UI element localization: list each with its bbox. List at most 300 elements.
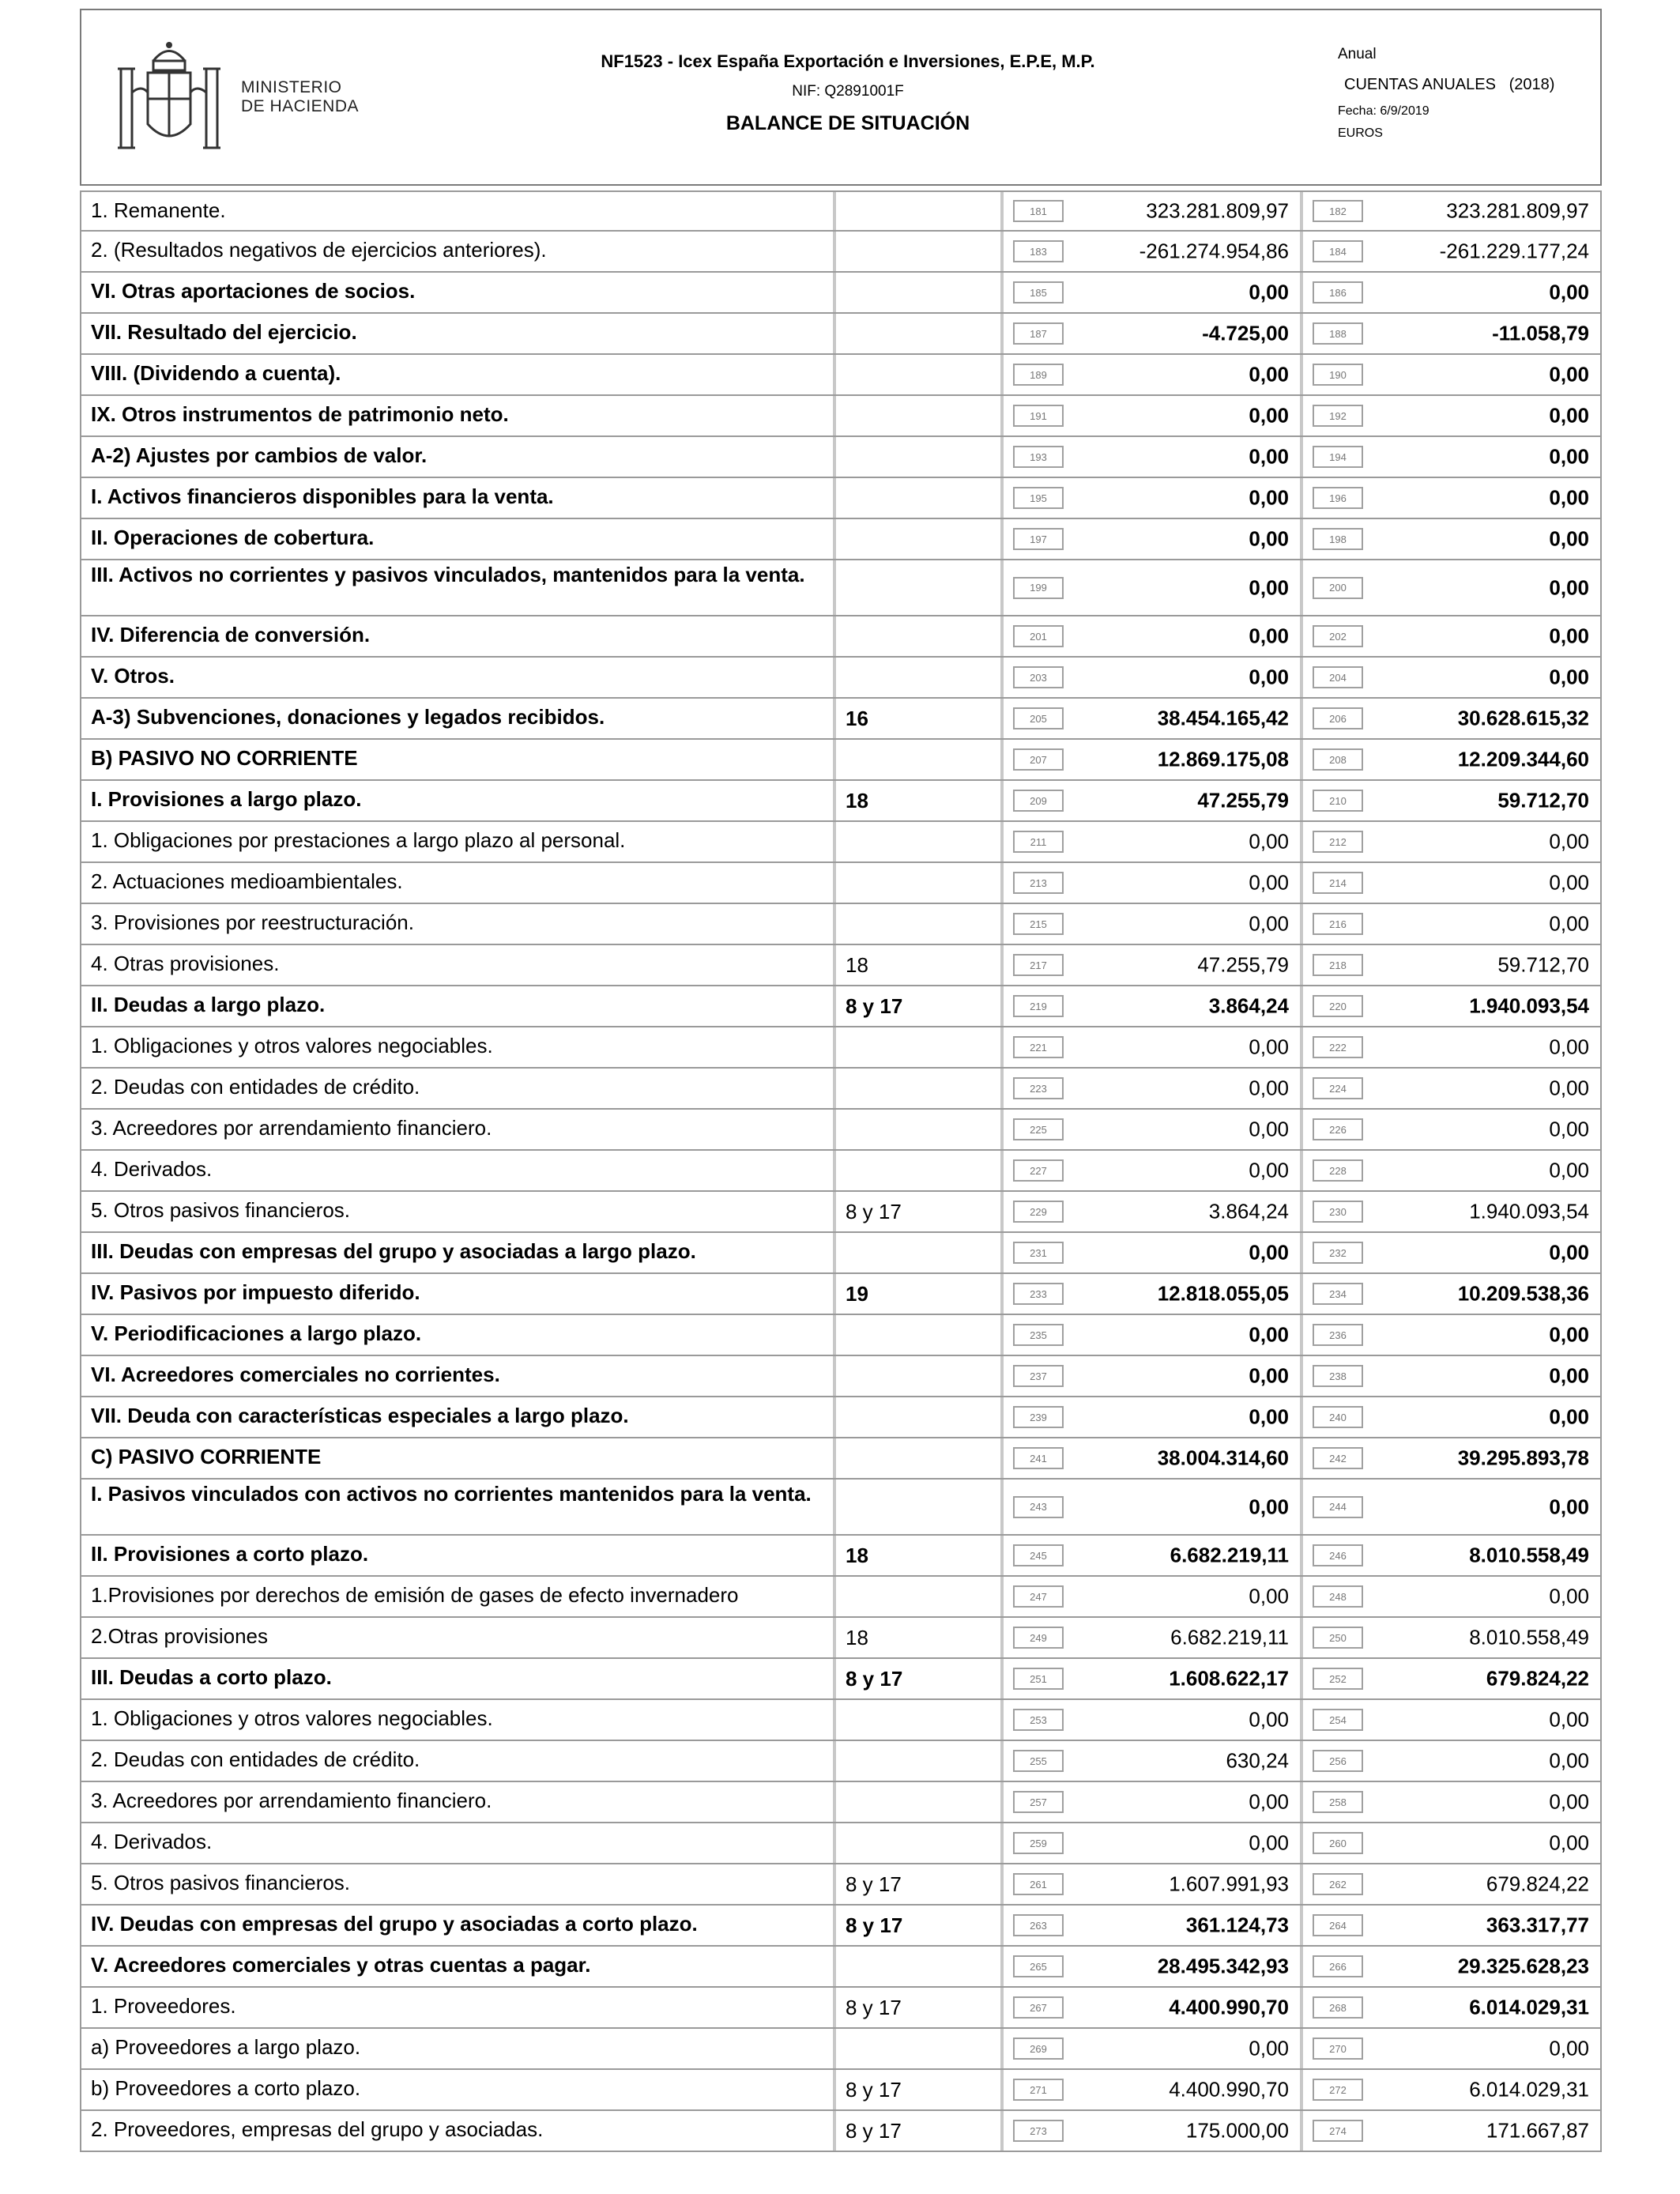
- row-note: 8 y 17: [833, 1192, 1004, 1231]
- previous-year-cell: [1303, 2029, 1602, 2068]
- previous-year-cell: [1303, 314, 1602, 353]
- row-label: VII. Deuda con características especiales a largo plazo.: [80, 1397, 833, 1437]
- row-note: [833, 437, 1004, 477]
- row-note: 8 y 17: [833, 986, 1004, 1026]
- previous-year-value: 29.325.628,23: [1457, 1954, 1589, 1978]
- previous-year-cell: [1303, 1906, 1602, 1945]
- previous-year-cell: [1303, 1700, 1602, 1740]
- row-label: III. Deudas a corto plazo.: [80, 1659, 833, 1698]
- previous-year-cell: [1303, 1069, 1602, 1108]
- current-year-cell: [1004, 822, 1303, 861]
- header-info: [1338, 45, 1599, 141]
- row-note: [833, 1782, 1004, 1822]
- table-row: [80, 1906, 1602, 1947]
- current-year-value: -261.274.954,86: [1139, 239, 1289, 263]
- current-year-value: -4.725,00: [1202, 321, 1289, 345]
- table-row: [80, 1782, 1602, 1823]
- previous-year-value: -11.058,79: [1492, 321, 1589, 345]
- previous-year-value: 0,00: [1549, 665, 1589, 689]
- current-year-cell: [1004, 1438, 1303, 1478]
- field-code: 253: [1013, 1709, 1064, 1731]
- current-year-cell: [1004, 396, 1303, 435]
- row-label: 1. Obligaciones y otros valores negociables.: [80, 1700, 833, 1740]
- field-code: 217: [1013, 954, 1064, 976]
- previous-year-value: 0,00: [1549, 280, 1589, 304]
- previous-year-value: 0,00: [1549, 362, 1589, 386]
- table-row: [80, 1577, 1602, 1618]
- previous-year-value: 0,00: [1549, 1240, 1589, 1265]
- current-year-cell: [1004, 699, 1303, 738]
- table-row: [80, 2029, 1602, 2070]
- row-label: III. Activos no corrientes y pasivos vinculados, mantenidos para la venta.: [80, 560, 833, 615]
- row-label: 2.Otras provisiones: [80, 1618, 833, 1657]
- row-label: IV. Pasivos por impuesto diferido.: [80, 1274, 833, 1314]
- field-code: 197: [1013, 528, 1064, 550]
- row-label: C) PASIVO CORRIENTE: [80, 1438, 833, 1478]
- current-year-cell: [1004, 863, 1303, 903]
- previous-year-value: 0,00: [1549, 1495, 1589, 1518]
- current-year-cell: [1004, 478, 1303, 518]
- previous-year-value: 0,00: [1549, 1322, 1589, 1347]
- field-code: 240: [1313, 1406, 1363, 1428]
- row-label: I. Activos financieros disponibles para la venta.: [80, 478, 833, 518]
- row-label: VI. Otras aportaciones de socios.: [80, 273, 833, 312]
- field-code: 251: [1013, 1668, 1064, 1690]
- field-code: 261: [1013, 1873, 1064, 1895]
- previous-year-cell: [1303, 2111, 1602, 2151]
- previous-year-value: 0,00: [1549, 1748, 1589, 1773]
- field-code: 206: [1313, 707, 1363, 729]
- table-row: [80, 1438, 1602, 1480]
- field-code: 241: [1013, 1447, 1064, 1469]
- row-note: [833, 616, 1004, 656]
- table-row: [80, 1700, 1602, 1741]
- previous-year-cell: [1303, 1192, 1602, 1231]
- field-code: 247: [1013, 1585, 1064, 1608]
- current-year-cell: [1004, 1864, 1303, 1904]
- current-year-cell: [1004, 1480, 1303, 1534]
- field-code: 232: [1313, 1242, 1363, 1264]
- row-label: IV. Diferencia de conversión.: [80, 616, 833, 656]
- field-code: 223: [1013, 1077, 1064, 1099]
- field-code: 216: [1313, 913, 1363, 935]
- row-label: A-2) Ajustes por cambios de valor.: [80, 437, 833, 477]
- previous-year-cell: [1303, 1536, 1602, 1575]
- current-year-cell: [1004, 1947, 1303, 1986]
- row-label: A-3) Subvenciones, donaciones y legados recibidos.: [80, 699, 833, 738]
- table-row: [80, 1480, 1602, 1536]
- row-label: 1. Remanente.: [80, 192, 833, 230]
- row-label: 3. Acreedores por arrendamiento financiero.: [80, 1110, 833, 1149]
- table-row: [80, 560, 1602, 616]
- current-year-value: 47.255,79: [1197, 952, 1289, 977]
- current-year-cell: [1004, 658, 1303, 697]
- row-label: 2. (Resultados negativos de ejercicios anteriores).: [80, 232, 833, 271]
- field-code: 245: [1013, 1544, 1064, 1566]
- current-year-cell: [1004, 1700, 1303, 1740]
- row-note: [833, 478, 1004, 518]
- field-code: 238: [1313, 1365, 1363, 1387]
- previous-year-value: 1.940.093,54: [1469, 993, 1589, 1018]
- field-code: 246: [1313, 1544, 1363, 1566]
- current-year-value: 323.281.809,97: [1146, 198, 1289, 223]
- current-year-cell: [1004, 355, 1303, 394]
- row-label: VI. Acreedores comerciales no corrientes.: [80, 1356, 833, 1396]
- current-year-value: 0,00: [1249, 1240, 1289, 1265]
- field-code: 211: [1013, 831, 1064, 853]
- field-code: 204: [1313, 666, 1363, 688]
- row-label: 1.Provisiones por derechos de emisión de gases de efecto invernadero: [80, 1577, 833, 1616]
- row-note: 8 y 17: [833, 2070, 1004, 2109]
- row-note: [833, 1356, 1004, 1396]
- current-year-value: 4.400.990,70: [1169, 1995, 1289, 2019]
- previous-year-cell: [1303, 945, 1602, 985]
- current-year-value: 6.682.219,11: [1170, 1625, 1289, 1649]
- current-year-value: 0,00: [1249, 1789, 1289, 1814]
- field-code: 227: [1013, 1159, 1064, 1182]
- previous-year-value: 0,00: [1549, 485, 1589, 510]
- row-label: 3. Provisiones por reestructuración.: [80, 904, 833, 944]
- field-code: 269: [1013, 2038, 1064, 2060]
- previous-year-cell: [1303, 1947, 1602, 1986]
- previous-year-cell: [1303, 1659, 1602, 1698]
- current-year-value: 0,00: [1249, 1404, 1289, 1429]
- current-year-cell: [1004, 781, 1303, 820]
- row-note: 8 y 17: [833, 1864, 1004, 1904]
- row-label: 2. Proveedores, empresas del grupo y asociadas.: [80, 2111, 833, 2151]
- current-year-value: 175.000,00: [1185, 2118, 1289, 2143]
- table-row: [80, 1027, 1602, 1069]
- previous-year-value: 363.317,77: [1486, 1913, 1589, 1937]
- field-code: 259: [1013, 1832, 1064, 1854]
- row-note: [833, 1315, 1004, 1355]
- previous-year-value: 0,00: [1549, 1584, 1589, 1608]
- table-row: [80, 1988, 1602, 2029]
- current-year-cell: [1004, 519, 1303, 559]
- current-year-value: 0,00: [1249, 1322, 1289, 1347]
- row-note: 8 y 17: [833, 1988, 1004, 2027]
- current-year-value: 3.864,24: [1208, 993, 1289, 1018]
- previous-year-cell: [1303, 273, 1602, 312]
- header-center: [571, 50, 1124, 137]
- previous-year-value: 30.628.615,32: [1457, 706, 1589, 730]
- previous-year-cell: [1303, 1741, 1602, 1781]
- previous-year-cell: [1303, 1438, 1602, 1478]
- row-note: [833, 192, 1004, 230]
- current-year-value: 1.608.622,17: [1169, 1666, 1289, 1691]
- table-row: [80, 1823, 1602, 1864]
- previous-year-value: 679.824,22: [1486, 1872, 1589, 1896]
- current-year-cell: [1004, 192, 1303, 230]
- current-year-value: 0,00: [1249, 526, 1289, 551]
- row-note: [833, 1741, 1004, 1781]
- current-year-cell: [1004, 616, 1303, 656]
- table-row: [80, 190, 1602, 232]
- current-year-value: 361.124,73: [1185, 1913, 1289, 1937]
- current-year-cell: [1004, 1151, 1303, 1190]
- row-label: I. Provisiones a largo plazo.: [80, 781, 833, 820]
- previous-year-value: 12.209.344,60: [1457, 747, 1589, 771]
- table-row: [80, 478, 1602, 519]
- field-code: 270: [1313, 2038, 1363, 2060]
- table-row: [80, 781, 1602, 822]
- current-year-value: 28.495.342,93: [1157, 1954, 1289, 1978]
- field-code: 193: [1013, 446, 1064, 468]
- current-year-cell: [1004, 2070, 1303, 2109]
- previous-year-cell: [1303, 1823, 1602, 1863]
- field-code: 188: [1313, 322, 1363, 345]
- previous-year-cell: [1303, 232, 1602, 271]
- previous-year-value: 0,00: [1549, 1789, 1589, 1814]
- current-year-value: 12.869.175,08: [1157, 747, 1289, 771]
- previous-year-cell: [1303, 1027, 1602, 1067]
- document-header: [80, 9, 1602, 186]
- field-code: 224: [1313, 1077, 1363, 1099]
- row-label: VII. Resultado del ejercicio.: [80, 314, 833, 353]
- previous-year-cell: [1303, 1864, 1602, 1904]
- current-year-cell: [1004, 1315, 1303, 1355]
- previous-year-cell: [1303, 396, 1602, 435]
- table-row: [80, 1659, 1602, 1700]
- row-note: [833, 1151, 1004, 1190]
- current-year-cell: [1004, 1356, 1303, 1396]
- current-year-value: 4.400.990,70: [1169, 2077, 1289, 2102]
- field-code: 237: [1013, 1365, 1064, 1387]
- current-year-cell: [1004, 1192, 1303, 1231]
- previous-year-cell: [1303, 1151, 1602, 1190]
- row-note: [833, 519, 1004, 559]
- field-code: 196: [1313, 487, 1363, 509]
- field-code: 182: [1313, 200, 1363, 222]
- field-code: 265: [1013, 1955, 1064, 1977]
- current-year-value: 0,00: [1249, 1830, 1289, 1855]
- current-year-value: 6.682.219,11: [1170, 1543, 1289, 1567]
- document-title: BALANCE DE SITUACIÓN: [725, 112, 970, 134]
- current-year-value: 38.004.314,60: [1157, 1446, 1289, 1470]
- row-note: [833, 1947, 1004, 1986]
- row-note: [833, 396, 1004, 435]
- previous-year-cell: [1303, 1110, 1602, 1149]
- previous-year-value: 0,00: [1549, 444, 1589, 469]
- table-row: [80, 658, 1602, 699]
- ministry-name: MINISTERIO DE HACIENDA: [241, 78, 360, 115]
- row-note: [833, 273, 1004, 312]
- field-code: 235: [1013, 1324, 1064, 1346]
- current-year-cell: [1004, 1536, 1303, 1575]
- previous-year-value: 0,00: [1549, 2036, 1589, 2060]
- field-code: 187: [1013, 322, 1064, 345]
- field-code: 242: [1313, 1447, 1363, 1469]
- row-label: b) Proveedores a corto plazo.: [80, 2070, 833, 2109]
- balance-table: [80, 190, 1602, 2152]
- table-row: [80, 273, 1602, 314]
- previous-year-value: 323.281.809,97: [1446, 198, 1589, 223]
- row-note: [833, 658, 1004, 697]
- row-note: 8 y 17: [833, 2111, 1004, 2151]
- previous-year-cell: [1303, 1480, 1602, 1534]
- field-code: 257: [1013, 1791, 1064, 1813]
- field-code: 221: [1013, 1036, 1064, 1058]
- current-year-cell: [1004, 1069, 1303, 1108]
- previous-year-value: 0,00: [1549, 870, 1589, 895]
- field-code: 236: [1313, 1324, 1363, 1346]
- table-row: [80, 314, 1602, 355]
- field-code: 244: [1313, 1496, 1363, 1518]
- field-code: 195: [1013, 487, 1064, 509]
- table-row: [80, 1274, 1602, 1315]
- field-code: 255: [1013, 1750, 1064, 1772]
- previous-year-cell: [1303, 2070, 1602, 2109]
- previous-year-value: 39.295.893,78: [1457, 1446, 1589, 1470]
- current-year-value: 0,00: [1249, 1584, 1289, 1608]
- table-row: [80, 437, 1602, 478]
- previous-year-cell: [1303, 699, 1602, 738]
- row-note: [833, 1577, 1004, 1616]
- field-code: 190: [1313, 364, 1363, 386]
- table-row: [80, 822, 1602, 863]
- field-code: 250: [1313, 1627, 1363, 1649]
- field-code: 215: [1013, 913, 1064, 935]
- previous-year-value: 10.209.538,36: [1457, 1281, 1589, 1306]
- table-row: [80, 1618, 1602, 1659]
- field-code: 268: [1313, 1996, 1363, 2019]
- row-note: [833, 1110, 1004, 1149]
- row-note: 16: [833, 699, 1004, 738]
- table-row: [80, 2111, 1602, 2152]
- field-code: 254: [1313, 1709, 1363, 1731]
- row-note: [833, 904, 1004, 944]
- report-date: Fecha: 6/9/2019: [1338, 104, 1430, 118]
- previous-year-cell: [1303, 822, 1602, 861]
- row-note: [833, 863, 1004, 903]
- current-year-value: 0,00: [1249, 911, 1289, 936]
- previous-year-cell: [1303, 658, 1602, 697]
- current-year-cell: [1004, 986, 1303, 1026]
- previous-year-cell: [1303, 519, 1602, 559]
- current-year-cell: [1004, 273, 1303, 312]
- previous-year-cell: [1303, 1397, 1602, 1437]
- row-note: [833, 1700, 1004, 1740]
- previous-year-value: 0,00: [1549, 526, 1589, 551]
- current-year-cell: [1004, 1027, 1303, 1067]
- previous-year-value: 0,00: [1549, 1363, 1589, 1388]
- previous-year-value: 0,00: [1549, 1076, 1589, 1100]
- field-code: 210: [1313, 790, 1363, 812]
- current-year-value: 0,00: [1249, 870, 1289, 895]
- current-year-cell: [1004, 314, 1303, 353]
- nif: NIF: Q2891001F: [792, 83, 904, 100]
- table-row: [80, 1741, 1602, 1782]
- current-year-value: 0,00: [1249, 1035, 1289, 1059]
- field-code: 220: [1313, 995, 1363, 1017]
- current-year-cell: [1004, 1741, 1303, 1781]
- row-label: V. Acreedores comerciales y otras cuentas a pagar.: [80, 1947, 833, 1986]
- current-year-cell: [1004, 1659, 1303, 1698]
- field-code: 189: [1013, 364, 1064, 386]
- current-year-value: 0,00: [1249, 624, 1289, 648]
- field-code: 258: [1313, 1791, 1363, 1813]
- table-row: [80, 355, 1602, 396]
- current-year-value: 0,00: [1249, 362, 1289, 386]
- row-label: 2. Deudas con entidades de crédito.: [80, 1069, 833, 1108]
- field-code: 271: [1013, 2079, 1064, 2101]
- row-label: 5. Otros pasivos financieros.: [80, 1864, 833, 1904]
- field-code: 252: [1313, 1668, 1363, 1690]
- previous-year-value: 6.014.029,31: [1469, 2077, 1589, 2102]
- current-year-cell: [1004, 560, 1303, 615]
- current-year-cell: [1004, 740, 1303, 779]
- current-year-value: 12.818.055,05: [1157, 1281, 1289, 1306]
- row-label: 3. Acreedores por arrendamiento financiero.: [80, 1782, 833, 1822]
- current-year-value: 0,00: [1249, 2036, 1289, 2060]
- row-label: 2. Actuaciones medioambientales.: [80, 863, 833, 903]
- previous-year-cell: [1303, 1618, 1602, 1657]
- row-note: 8 y 17: [833, 1906, 1004, 1945]
- current-year-cell: [1004, 2029, 1303, 2068]
- current-year-cell: [1004, 945, 1303, 985]
- row-note: 18: [833, 781, 1004, 820]
- current-year-value: 0,00: [1249, 1363, 1289, 1388]
- row-label: V. Otros.: [80, 658, 833, 697]
- current-year-value: 3.864,24: [1208, 1199, 1289, 1223]
- table-row: [80, 1110, 1602, 1151]
- row-label: 4. Derivados.: [80, 1151, 833, 1190]
- row-label: II. Operaciones de cobertura.: [80, 519, 833, 559]
- current-year-value: 0,00: [1249, 444, 1289, 469]
- current-year-value: 0,00: [1249, 1076, 1289, 1100]
- previous-year-value: 0,00: [1549, 1035, 1589, 1059]
- row-label: 1. Obligaciones y otros valores negociables.: [80, 1027, 833, 1067]
- field-code: 248: [1313, 1585, 1363, 1608]
- row-label: I. Pasivos vinculados con activos no corrientes mantenidos para la venta.: [80, 1480, 833, 1534]
- current-year-cell: [1004, 1110, 1303, 1149]
- field-code: 203: [1013, 666, 1064, 688]
- field-code: 201: [1013, 625, 1064, 647]
- previous-year-value: 679.824,22: [1486, 1666, 1589, 1691]
- table-row: [80, 1151, 1602, 1192]
- current-year-cell: [1004, 1274, 1303, 1314]
- row-note: [833, 740, 1004, 779]
- field-code: 264: [1313, 1914, 1363, 1936]
- row-note: [833, 314, 1004, 353]
- field-code: 256: [1313, 1750, 1363, 1772]
- currency: EUROS: [1338, 126, 1383, 140]
- table-row: [80, 1356, 1602, 1397]
- field-code: 260: [1313, 1832, 1363, 1854]
- row-note: [833, 1438, 1004, 1478]
- field-code: 274: [1313, 2120, 1363, 2142]
- current-year-cell: [1004, 437, 1303, 477]
- current-year-cell: [1004, 1782, 1303, 1822]
- field-code: 263: [1013, 1914, 1064, 1936]
- row-label: IV. Deudas con empresas del grupo y asociadas a corto plazo.: [80, 1906, 833, 1945]
- table-row: [80, 1192, 1602, 1233]
- field-code: 225: [1013, 1118, 1064, 1140]
- previous-year-cell: [1303, 1315, 1602, 1355]
- field-code: 267: [1013, 1996, 1064, 2019]
- field-code: 205: [1013, 707, 1064, 729]
- previous-year-cell: [1303, 1356, 1602, 1396]
- field-code: 233: [1013, 1283, 1064, 1305]
- current-year-value: 0,00: [1249, 485, 1289, 510]
- field-code: 243: [1013, 1496, 1064, 1518]
- row-label: B) PASIVO NO CORRIENTE: [80, 740, 833, 779]
- table-row: [80, 1233, 1602, 1274]
- previous-year-cell: [1303, 1233, 1602, 1272]
- field-code: 181: [1013, 200, 1064, 222]
- row-label: 4. Otras provisiones.: [80, 945, 833, 985]
- field-code: 192: [1313, 405, 1363, 427]
